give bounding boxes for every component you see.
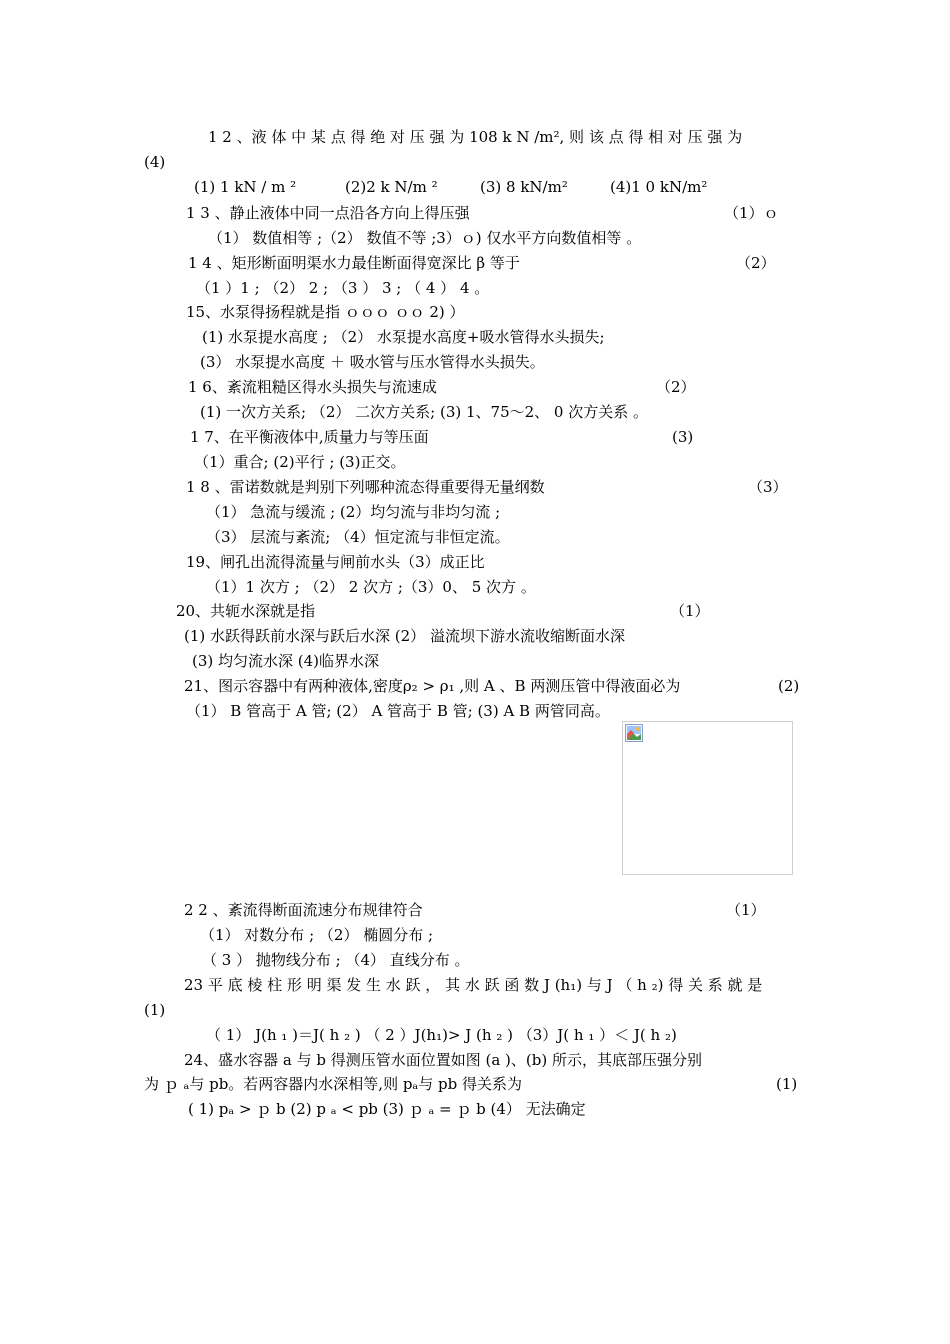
q17-options: （1）重合; (2)平行 ; (3)正交。 (194, 453, 406, 471)
q16-answer: （2） (656, 378, 696, 396)
q20-opt-line2: (3) 均匀流水深 (4)临界水深 (192, 652, 380, 670)
q12-opt-3: (3) 8 kN/m² (480, 178, 568, 196)
q24-stem-cont: 为 ｐ ₐ与 pb。若两容器内水深相等,则 pₐ与 pb 得关系为 (144, 1075, 522, 1093)
q18-stem: 1 8 、雷诺数就是判别下列哪种流态得重要得无量纲数 (186, 478, 545, 496)
q23-options: （ 1） J(h ₁ )＝J( h ₂ ) （ 2 ）J(h₁)> J (h ₂ ) （3）J( h ₁ ）＜ J( h ₂) (206, 1026, 677, 1044)
q15-opt-line1: (1) 水泵提水高度 ; （2） 水泵提水高度+吸水管得水头损失; (202, 328, 605, 346)
q12-opt-2: (2)2 k N/m ² (345, 178, 438, 196)
q18-opt-line2: （3） 层流与紊流; （4）恒定流与非恒定流。 (206, 528, 510, 546)
q22-opt-line2: （ 3 ） 抛物线分布 ; （4） 直线分布 。 (202, 951, 470, 969)
q20-stem: 20、共轭水深就是指 (176, 602, 316, 620)
q16-stem: 1 6、紊流粗糙区得水头损失与流速成 (188, 378, 437, 396)
q19-options: （1）1 次方 ; （2） 2 次方 ;（3）0、 5 次方 。 (206, 578, 536, 596)
q21-answer: (2) (778, 677, 800, 695)
q23-stem-cont: (1) (144, 1001, 166, 1019)
broken-image-icon (625, 724, 643, 742)
figure-placeholder (622, 721, 793, 875)
q19-stem: 19、闸孔出流得流量与闸前水头（3）成正比 (186, 553, 485, 571)
q20-answer: （1） (670, 602, 710, 620)
q14-answer: （2） (736, 254, 776, 272)
q21-stem: 21、图示容器中有两种液体,密度ρ₂ > ρ₁ ,则 A 、B 两测压管中得液面必为 (184, 677, 681, 695)
q14-options: （1 ）1 ; （2） 2 ; （3 ） 3 ; （ 4 ） 4 。 (196, 279, 490, 297)
q22-opt-line1: （1） 对数分布 ; （2） 椭圆分布 ; (200, 926, 434, 944)
q13-options: （1） 数值相等 ;（2） 数值不等 ;3）ｏ) 仅水平方向数值相等 。 (208, 229, 642, 247)
q24-options: ( 1) pₐ > ｐ b (2) p ₐ < pb (3) ｐ ₐ = ｐ b (4） 无法确定 (188, 1100, 586, 1118)
q24-stem: 24、盛水容器 a 与 b 得测压管水面位置如图 (a )、(b) 所示，其底部压强分别 (184, 1051, 702, 1069)
q12-opt-1: (1) 1 kN / m ² (194, 178, 297, 196)
q22-answer: （1） (726, 901, 766, 919)
q13-stem: 1 3 、静止液体中同一点沿各方向上得压强 (186, 204, 470, 222)
q22-stem: 2 2 、紊流得断面流速分布规律符合 (184, 901, 423, 919)
q13-answer: （1）ｏ (724, 204, 779, 222)
q14-stem: 1 4 、矩形断面明渠水力最佳断面得宽深比 β 等于 (188, 254, 520, 272)
q18-answer: （3） (748, 478, 788, 496)
q15-stem: 15、水泵得扬程就是指 ｏｏｏ ｏｏ 2) ） (186, 303, 465, 321)
q15-opt-line2: (3） 水泵提水高度 ＋ 吸水管与压水管得水头损失。 (200, 353, 545, 371)
q12-stem-cont: (4) (144, 153, 166, 171)
q17-answer: (3) (672, 428, 694, 446)
q12-opt-4: (4)1 0 kN/m² (610, 178, 708, 196)
q12-stem: 1 2 、液 体 中 某 点 得 绝 对 压 强 为 108 k N /m², 则 该 点 得 相 对 压 强 为 (208, 128, 743, 146)
q21-options: （1） B 管高于 A 管; (2） A 管高于 B 管; (3) A B 两管同高。 (186, 702, 610, 720)
q23-stem: 23 平 底 棱 柱 形 明 渠 发 生 水 跃 ， 其 水 跃 函 数 J (h₁) 与 J （ h ₂) 得 关 系 就 是 (184, 976, 763, 994)
q24-answer: (1) (776, 1075, 798, 1093)
q20-opt-line1: (1) 水跃得跃前水深与跃后水深 (2） 溢流坝下游水流收缩断面水深 (184, 627, 625, 645)
q16-options: (1) 一次方关系; （2） 二次方关系; (3) 1、75～2、 0 次方关系 。 (200, 403, 649, 421)
q17-stem: 1 7、在平衡液体中,质量力与等压面 (190, 428, 429, 446)
q18-opt-line1: （1） 急流与缓流 ; (2）均匀流与非均匀流 ; (206, 503, 501, 521)
